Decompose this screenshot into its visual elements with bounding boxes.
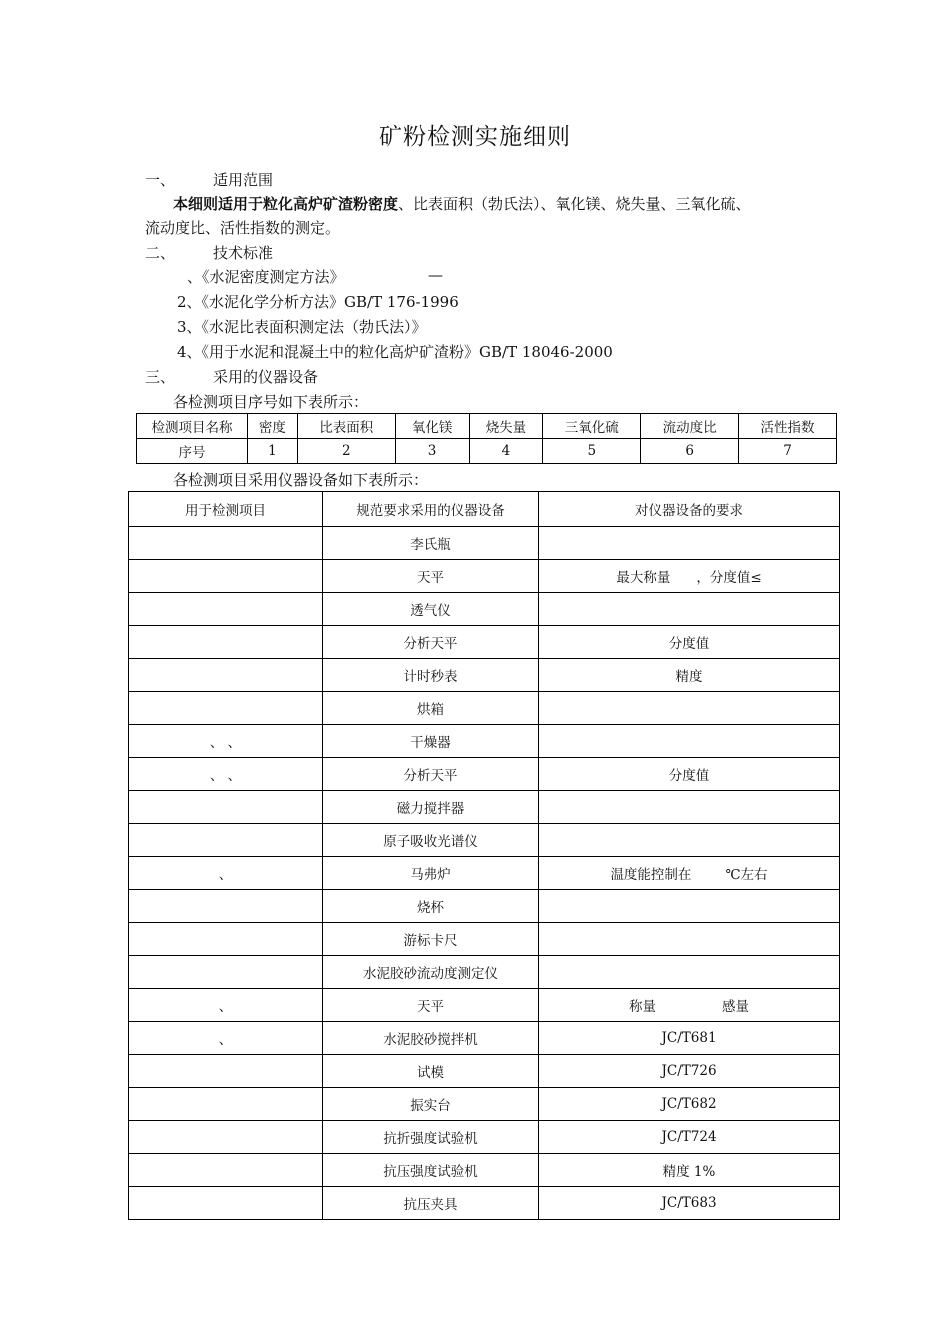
seq-cell: 1 [248,439,298,464]
eq-item-cell [129,824,323,857]
eq-device-cell: 抗压强度试验机 [323,1154,539,1187]
eq-req-cell: JC/T724 [539,1121,840,1154]
equipment-table-header-row [129,492,840,527]
eq-device-cell: 游标卡尺 [323,923,539,956]
eq-item-cell [129,923,323,956]
seq-cell: 3 [395,439,469,464]
standard-item-3: 3、《水泥比表面积测定法（勃氏法）》 [177,318,427,336]
eq-req-part: 最大称量 [616,570,671,586]
eq-req-cell [539,824,840,857]
eq-req-cell: JC/T682 [539,1088,840,1121]
eq-req-cell: JC/T683 [539,1187,840,1220]
eq-item-cell [129,527,323,560]
seq-header-cell: 活性指数 [739,414,837,439]
section-1-title: 适用范围 [213,171,274,189]
table-row [129,1187,840,1220]
eq-item-cell [129,593,323,626]
eq-device-cell: 振实台 [323,1088,539,1121]
table-row [129,527,840,560]
eq-req-cell [539,956,840,989]
seq-header-cell: 三氧化硫 [543,414,641,439]
seq-header-cell: 比表面积 [297,414,395,439]
sequence-table-header-row [137,414,837,439]
eq-req-cell [539,593,840,626]
eq-device-cell: 烧杯 [323,890,539,923]
eq-device-cell: 李氏瓶 [323,527,539,560]
table-row [129,560,840,593]
eq-device-cell: 原子吸收光谱仪 [323,824,539,857]
seq-header-cell: 氧化镁 [395,414,469,439]
eq-device-cell: 试模 [323,1055,539,1088]
eq-item-cell: 、 [129,1022,323,1055]
sequence-table-intro: 各检测项目序号如下表所示： [173,393,369,411]
section-2-title: 技术标准 [213,244,274,262]
eq-req-cell [539,527,840,560]
eq-device-cell: 水泥胶砂搅拌机 [323,1022,539,1055]
eq-item-cell: 、 、 [129,758,323,791]
seq-header-cell: 烧失量 [469,414,543,439]
standard-item-1-dash: — [428,266,443,284]
eq-device-cell: 磁力搅拌器 [323,791,539,824]
eq-header-requirement: 对仪器设备的要求 [539,492,840,527]
table-row [129,824,840,857]
table-row [129,989,840,1022]
standard-item-2: 2、《水泥化学分析方法》GB/T 176-1996 [177,293,459,311]
eq-device-cell: 烘箱 [323,692,539,725]
table-row [129,956,840,989]
seq-cell: 序号 [137,439,248,464]
eq-item-cell [129,659,323,692]
seq-cell: 2 [297,439,395,464]
section-1-paragraph-line-1 [173,194,751,214]
table-row [129,923,840,956]
standard-item-1: 、《水泥密度测定方法》 [187,268,345,286]
seq-header-cell: 检测项目名称 [137,414,248,439]
page-title: 矿粉检测实施细则 [379,124,571,150]
eq-req-cell: JC/T726 [539,1055,840,1088]
table-row [129,1121,840,1154]
table-row [129,791,840,824]
eq-item-cell [129,560,323,593]
eq-device-cell: 抗压夹具 [323,1187,539,1220]
section-3-title: 采用的仪器设备 [213,368,319,386]
eq-item-cell: 、 [129,989,323,1022]
eq-req-cell [539,560,840,593]
section-1-bold-text: 本细则适用于粒化高炉矿渣粉密度 [173,195,399,213]
table-row [129,1088,840,1121]
eq-device-cell: 透气仪 [323,593,539,626]
eq-req-part: ℃左右 [725,867,768,883]
table-row [129,1022,840,1055]
eq-req-cell: 精度 [539,659,840,692]
eq-header-item: 用于检测项目 [129,492,323,527]
eq-device-cell: 抗折强度试验机 [323,1121,539,1154]
seq-cell: 4 [469,439,543,464]
seq-header-cell: 流动度比 [641,414,739,439]
table-row [129,692,840,725]
section-2-number: 二、 [145,244,176,262]
section-1-paragraph-line-2: 流动度比、活性指数的测定。 [145,219,341,237]
sequence-table-number-row [137,439,837,464]
eq-req-cell: 分度值 [539,626,840,659]
eq-item-cell [129,626,323,659]
eq-item-cell [129,692,323,725]
eq-item-cell [129,1088,323,1121]
section-1-number: 一、 [145,171,176,189]
equipment-table [128,491,840,1220]
eq-device-cell: 分析天平 [323,626,539,659]
eq-req-part: 称量 [629,999,656,1015]
eq-device-cell: 干燥器 [323,725,539,758]
table-row [129,659,840,692]
sequence-table [136,413,837,464]
seq-cell: 6 [641,439,739,464]
seq-cell: 5 [543,439,641,464]
eq-req-cell [539,923,840,956]
eq-req-cell: 精度 1% [539,1154,840,1187]
equipment-table-intro: 各检测项目采用仪器设备如下表所示： [173,471,429,489]
section-3-number: 三、 [145,368,176,386]
eq-req-cell [539,989,840,1022]
section-2-heading [145,243,273,263]
eq-req-cell: 分度值 [539,758,840,791]
table-row [129,1154,840,1187]
eq-req-cell [539,890,840,923]
table-row [129,725,840,758]
eq-req-cell [539,857,840,890]
eq-device-cell: 马弗炉 [323,857,539,890]
eq-device-cell: 天平 [323,560,539,593]
eq-item-cell [129,1055,323,1088]
eq-item-cell: 、 、 [129,725,323,758]
section-3-heading [145,367,318,387]
eq-item-cell [129,1121,323,1154]
eq-item-cell: 、 [129,857,323,890]
standard-item-4: 4、《用于水泥和混凝土中的粒化高炉矿渣粉》GB/T 18046-2000 [177,343,613,361]
eq-req-cell: JC/T681 [539,1022,840,1055]
table-row [129,758,840,791]
eq-device-cell: 水泥胶砂流动度测定仪 [323,956,539,989]
eq-item-cell [129,890,323,923]
eq-device-cell: 计时秒表 [323,659,539,692]
table-row [129,857,840,890]
seq-header-cell: 密度 [248,414,298,439]
eq-device-cell: 天平 [323,989,539,1022]
section-1-text: 、比表面积（勃氏法）、氧化镁、烧失量、三氧化硫、 [398,195,751,213]
table-row [129,593,840,626]
table-row [129,890,840,923]
table-row [129,626,840,659]
eq-req-cell [539,692,840,725]
eq-device-cell: 分析天平 [323,758,539,791]
eq-req-part: 温度能控制在 [610,867,692,883]
eq-item-cell [129,791,323,824]
table-row [129,1055,840,1088]
eq-req-cell [539,791,840,824]
eq-item-cell [129,1154,323,1187]
eq-req-part: 感量 [722,999,749,1015]
eq-item-cell [129,956,323,989]
section-1-heading [145,170,273,190]
seq-cell: 7 [739,439,837,464]
eq-req-cell [539,725,840,758]
eq-header-device: 规范要求采用的仪器设备 [323,492,539,527]
eq-req-part: ，分度值≤ [696,570,762,586]
eq-item-cell [129,1187,323,1220]
